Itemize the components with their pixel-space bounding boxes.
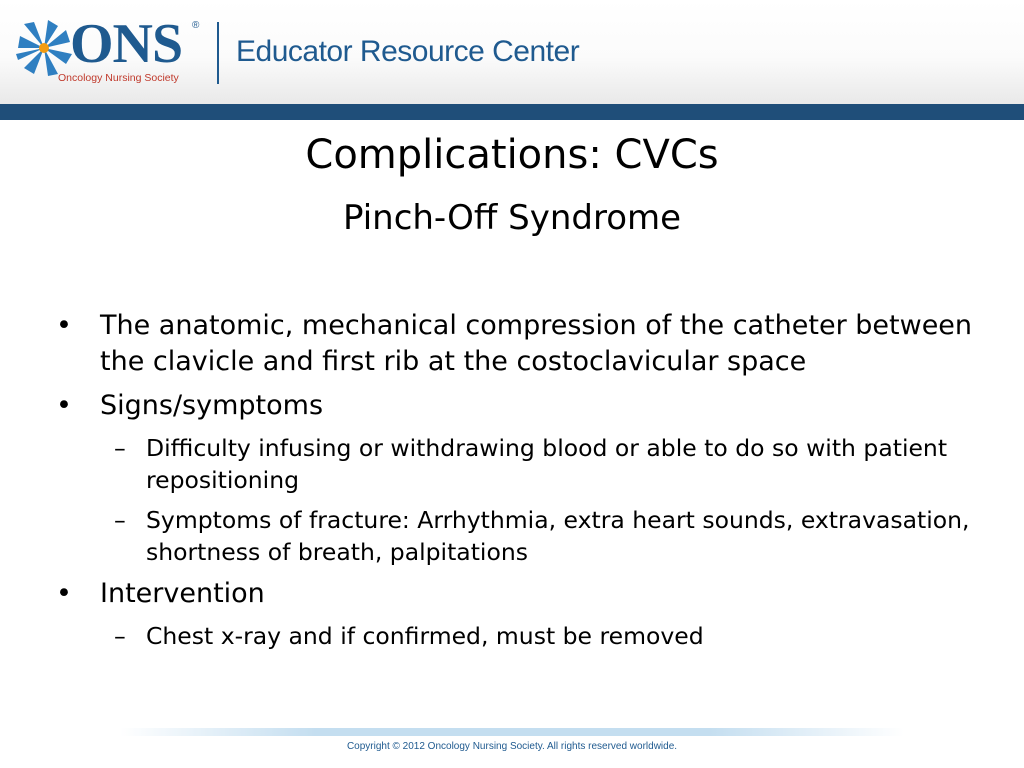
- slide-subtitle: Pinch-Off Syndrome: [342, 198, 682, 238]
- sub-bullet-text: Chest x-ray and if confirmed, must be removed: [146, 622, 704, 650]
- footer-divider: [120, 728, 904, 736]
- sub-bullet-item: [56, 620, 986, 652]
- slide-title: Complications: CVCs: [305, 132, 719, 178]
- bullet-item: [56, 576, 986, 612]
- logo-wordmark: ONS: [70, 13, 183, 75]
- bullet-list: [56, 308, 986, 660]
- educator-resource-center-title: Educator Resource Center: [236, 35, 580, 68]
- bullet-marker: •: [56, 390, 72, 421]
- bullet-item: [56, 308, 986, 380]
- sub-bullet-item: [56, 504, 986, 568]
- sub-bullet-text: Symptoms of fracture: Arrhythmia, extra heart sounds, extravasation, shortness of breath, palpitations: [146, 506, 970, 566]
- sub-bullet-item: [56, 432, 986, 496]
- bullet-text: Signs/symptoms: [100, 390, 324, 421]
- header-divider: [217, 22, 219, 84]
- bullet-item: [56, 388, 986, 424]
- bullet-text: Intervention: [100, 578, 265, 609]
- starburst-logo-icon: [14, 18, 74, 78]
- registered-mark: ®: [192, 20, 200, 31]
- logo-subtitle: Oncology Nursing Society: [58, 72, 179, 84]
- bullet-marker: •: [56, 310, 72, 341]
- bullet-marker: •: [56, 578, 72, 609]
- sub-bullet-text: Difficulty infusing or withdrawing blood or able to do so with patient repositioning: [146, 434, 948, 494]
- ons-logo: [14, 14, 214, 94]
- dash-marker: –: [114, 622, 126, 650]
- header-banner: [0, 0, 1024, 120]
- dash-marker: –: [114, 434, 126, 462]
- bullet-text: The anatomic, mechanical compression of the catheter between the clavicle and first rib at the costoclavicular space: [100, 310, 973, 377]
- dash-marker: –: [114, 506, 126, 534]
- copyright-notice: Copyright © 2012 Oncology Nursing Society. All rights reserved worldwide.: [346, 741, 678, 752]
